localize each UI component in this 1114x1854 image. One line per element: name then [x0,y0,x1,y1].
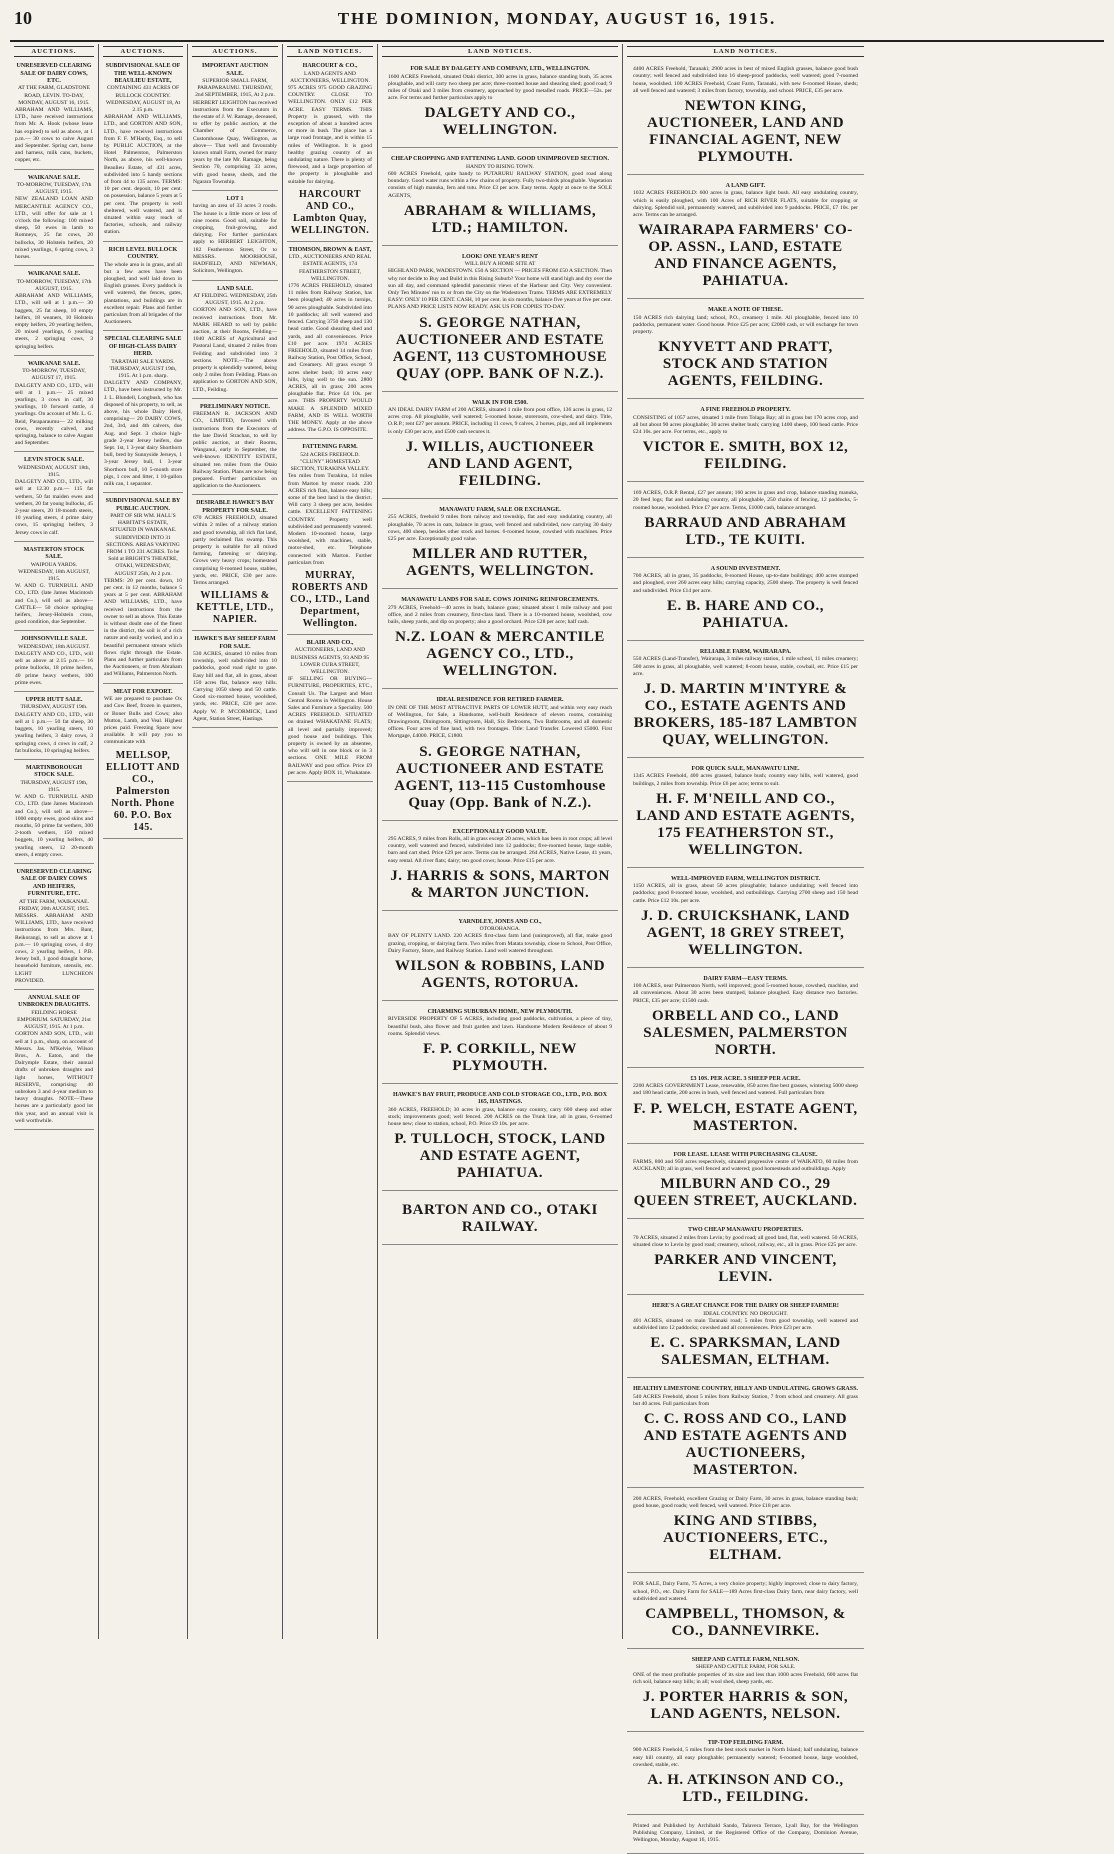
ad-agent-name: C. C. ROSS AND CO., LAND AND ESTATE AGENTS AND AUCTIONEERS, MASTERTON. [643,1411,848,1479]
ad-body: HIGHLAND PARK, WADESTOWN. £50 A SECTION — PRICES FROM £50 A SECTION. Then why not decide to Buy and Build in this Rising Suburb? Your home will stand high and dry over the sun all day, and command splendid panoramic views of the Harbour and City. Very convenient. Only Ten Minutes' run to or from the City on the Wadestown Trams. TERMS ARE EXTREMELY EASY: ONLY 10 PER CENT. CASH, 10 per cent. in six months, balance five years at five per cent. PLANS AND PRICE LISTS NOW READY. ASK US FOR COPIES TO-DAY. [388,268,612,311]
ad-title: FOR LEASE. LEASE WITH PURCHASING CLAUSE. [673,1151,818,1158]
advertisement [627,177,864,299]
ad-body: GORTON AND SON, LTD., will sell at 1 p.m., sharp, on account of Messrs. Jas. M'Kelvie, Wilson Bros., A. Eaton, and the Dalrymple Estate, their annual drafts of unbroken draughts and light horses, WITHOUT RESERVE, comprising: 40 unbroken 3 and 4-year medium to heavy draughts. NOTE—These horses are a particularly good lot this year, and an annual visit is well worthwhile. [15,1031,93,1124]
advertisement [627,643,864,758]
ad-subtitle: AT THE FARM, WAIKANAE. FRIDAY, 20th AUGUST, 1915. [18,898,90,912]
advertisement [192,401,278,496]
ad-body: ONE of the most profitable properties of its size and less than 1000 acres Freehold, 600 acres flat rich soil, balance easy hills; in all; wool shed, sheep yards, etc. [633,1671,858,1685]
ad-agent-name: WILLIAMS & KETTLE, LTD., NAPIER. [196,590,274,626]
ad-title: CHEAP CROPPING AND FATTENING LAND. GOOD UNIMPROVED SECTION. [391,156,609,163]
advertisement [627,1490,864,1573]
ad-body: 540 ACRES Freehold, about 5 miles from Railway Station, 7 from school and creamery. All grass but 40 acres. Full particulars from [633,1393,858,1407]
advertisement [382,1003,618,1084]
ad-body: 150 ACRES rich dairying land; school, P.O., creamery 1 mile. All ploughable, fenced into 10 paddocks, permanent water. Good house. Price £25 per acre; £2000 cash, or will exchange for town property. [633,314,858,336]
ad-subtitle: OTOROHANGA. [479,926,521,933]
advertisement [382,394,618,499]
ad-body: WE are prepared to purchase Ox and Cow Beef, frozen in quarters, or Boner Bulls and Cows; also Mutton, Lamb, and Veal. Highest prices paid. Freezing Space now available. It will pay you to communicate with [104,696,182,746]
ad-title: FOR QUICK SALE, MANAWATU LINE. [691,765,800,772]
ad-subtitle: HANDY TO RISING TOWN. [465,163,535,170]
ad-body: 975 ACRES 975 GOOD GRAZING COUNTRY. CLOSE TO WELLINGTON. ONLY £12 PER ACRE. EASY TERMS. THIS Property is grassed, with the exception of about a hundred acres or more in bush. The place has a large road frontage, and is within 15 miles of Wellington. It is good healthy grazing country of an undulating nature. There is plenty of firewood, and a large proportion of the property is ploughable and suitable for dairying. [288,85,372,185]
advertisement [627,1734,864,1815]
ad-body: W. AND G. TURNBULL AND CO., LTD. (late James Macintosh and Co.), will sell as above— CATTLE— 50 choice springing heifers, Jersey-Holstein cross, good condition, due September. [15,583,93,626]
ad-title: UNRESERVED CLEARING SALE OF DAIRY COWS AND HEIFERS, FURNITURE, ETC. [16,868,92,898]
advertisement [14,992,94,1130]
columns [10,44,1104,1844]
ad-body: TERMS: 20 per cent. down, 10 per cent. in 12 months, balance 5 years at 5 per cent. ABRAHAM AND WILLIAMS, LTD., have received instructions from the owner to sell as above. This Estate is without doubt one of the finest in the district, the soil is of a rich nature and easily worked, and in a beautiful permanent stream which flows right through the Estate. Plans and further particulars from the Auctioneers, or from Abraham and Williams, Palmerston North. [104,577,182,678]
ad-title: HAWKE'S BAY SHEEP FARM FOR SALE. [194,636,276,650]
ad-title: MARTINBOROUGH STOCK SALE. [25,764,83,779]
advertisement [627,1070,864,1144]
ad-title: FOR SALE BY DALGETY AND COMPANY, LTD., WELLINGTON. [410,66,590,73]
ad-agent-name: J. D. CRUICKSHANK, LAND AGENT, 18 GREY STREET, WELLINGTON. [640,907,850,958]
ad-subtitle: TARATAHI SALE YARDS. THURSDAY, AUGUST 19th, 1915. At 1 p.m. sharp. [109,358,177,379]
ad-title: MAKE A NOTE OF THESE. [708,307,783,314]
advertisement [382,501,618,589]
advertisement [627,970,864,1068]
ad-title: TWO CHEAP MANAWATU PROPERTIES. [687,1227,804,1234]
advertisement [103,244,183,332]
ad-body: 2200 ACRES GOVERNMENT Lease, renewable, 850 acres fine best grasses, wintering 5000 sheep and 180 head cattle, 200 acres in bush, well fenced and watered. Full particulars from [633,1083,858,1097]
ad-title: PRELIMINARY NOTICE. [200,403,270,410]
ad-body: DALGETY AND CO., LTD., will sell as above at 2.15 p.m.— 16 prime bullocks, 18 prime heifers, 40 prime heavy wethers, 100 prime ewes. [15,651,93,686]
ad-subtitle: IDEAL COUNTRY. NO DROUGHT. [703,1310,788,1317]
ad-agent-name: PARKER AND VINCENT, LEVIN. [654,1252,837,1286]
advertisement [382,1086,618,1191]
ad-agent-name: BARTON AND CO., OTAKI RAILWAY. [402,1202,598,1236]
ad-agent-name: S. GEORGE NATHAN, AUCTIONEER AND ESTATE AGENT, 113 CUSTOMHOUSE QUAY (OPP. BANK OF N.Z.). [392,314,608,382]
ad-agent-name: E. C. SPARKSMAN, LAND SALESMAN, ELTHAM. [650,1335,841,1369]
ad-title: A SOUND INVESTMENT. [710,565,781,572]
advertisement [103,60,183,241]
column-6 [623,44,868,1844]
ad-body: 100 ACRES, near Palmerston North, well improved; good 5-roomed house, cowshed, machine, and all conveniences. About 30 acres been stumped, balance ploughed. Easy distance two factories. PRICE, £35 per acre; £1500 cash. [633,983,858,1004]
ad-subtitle: PART OF SIR WM. HALL'S HABITAT'S ESTATE, SITUATED IN WAIKANAE. SUBDIVIDED INTO 31 SECTIONS. AREAS VARYING FROM 1 TO 231 ACRES. To be Sold at BRIGHT'S THEATRE, OTAKI, WEDNESDAY, AUGUST 25th, At 2 p.m. [106,513,180,577]
ad-title: MEAT FOR EXPORT. [113,688,173,695]
ad-body: 600 ACRES Freehold, quite handy to PUTARURU RAILWAY STATION, good road along boundary. Good water runs within a few chains of property. Fully two-thirds ploughable. Vegetation consists of high manuka, fern and tutu. Price £3 per acre. Easy terms. Apply at once to the SOLE AGENTS, [388,171,612,199]
ad-title: YARNDLEY, JONES AND CO., [458,918,542,925]
advertisement [382,1193,618,1245]
ad-title: MASTERTON STOCK SALE. [23,546,85,561]
advertisement [192,497,278,631]
ad-body: 530 ACRES, situated 10 miles from township, well subdivided into 10 paddocks, good road right to gate. Easy hill and flat, all in grass, about 150 acres flat, balance easy hills. Carrying 1050 sheep and 50 cattle. Good six-roomed house, woolshed, yards, etc. PRICE, £20 per acre. Apply W. P. M'CORMICK, Land Agent, Station Street, Hastings. [193,651,277,722]
ad-body: AN IDEAL DAIRY FARM of 200 ACRES, situated 1 mile from post office, 136 acres in grass, 12 acres crop. All ploughable, well watered; 5-roomed house, storeroom, cow-shed, and dairy. Title, O.R.P.; rent £27 per annum. PRICE, including 11 cows, 9 calves, 2 horses, pigs, and all implements is only £30 per acre, and £500 cash secures it. [388,407,612,435]
advertisement [627,1297,864,1378]
ad-agent-name: ABRAHAM & WILLIAMS, LTD.; HAMILTON. [403,202,597,236]
ad-subtitle: 524 ACRES FREEHOLD. "CLUNY" HOMESTEAD SECTION, TURAKINA VALLEY. [290,451,370,473]
ad-body: 1600 ACRES Freehold, situated Otaki district, 300 acres in grass, balance standing bush, 35 acres ploughable, and will carry two sheep per acre; three-roomed house and shearing shed; good road; 9 miles of Otaki and 3 miles from creamery, approached by good metalled roads. PRICE—52s. per acre. For terms and further particulars apply to [388,73,612,102]
ad-agent-name: J. D. MARTIN M'INTYRE & CO., ESTATE AGENTS AND BROKERS, 185-187 LAMBTON QUAY, WELLINGTON. [633,680,858,748]
ad-body: FARMS, 800 and 950 acres respectively, situated progressive centre of WAIKATO, 60 miles from AUCKLAND; all in grass, well fenced and watered; good homesteads and outbuildings. Apply [633,1158,858,1173]
ad-agent-name: N.Z. LOAN & MERCANTILE AGENCY CO., LTD., WELLINGTON. [395,629,605,680]
ad-body: 4400 ACRES Freehold, Taranaki; 2900 acres in best of mixed English grasses, balance good bush country; well fenced and subdivided into 16 sheep-proof paddocks, well watered; good 7-roomed house, woolshed. 100 ACRES Freehold, Coast Farm, Taranaki, with new 6-roomed House, sheds; all well fenced and watered; 3 miles from factory, township, and school. PRICE, £35 per acre. [633,66,858,94]
ad-subtitle: TO-MORROW, TUESDAY, 17th AUGUST, 1915. [16,278,92,292]
ad-subtitle: THURSDAY, AUGUST 19th, 1915. [20,779,88,793]
ad-agent-name: HARCOURT AND CO., Lambton Quay, WELLINGTON. [290,188,370,236]
ad-title: SUBDIVISIONAL SALE OF THE WELL-KNOWN BEAULIEU ESTATE, [105,63,181,85]
column-1 [10,44,99,1639]
ad-agent-name: KING AND STIBBS, AUCTIONEERS, ETC., ELTHAM. [663,1513,828,1564]
ad-subtitle: AT FEILDING. WEDNESDAY, 25th AUGUST, 1915. At 2 p.m. [193,292,277,307]
advertisement [103,333,183,493]
advertisement [287,60,373,242]
ad-body: FREEMAN R. JACKSON AND CO., LIMITED, favoured with instructions from the Executors of the late David Strachan, to sell by public auction, at their Rooms, Wanganui, early in September, the well-known IDENTITY ESTATE, situated ten miles from the Otaio Railway Station. Plans are now being prepared. Further particulars on application to the Auctioneers. [193,411,277,490]
advertisement [382,913,618,1001]
advertisement [627,1817,864,1854]
ad-body: 1776 ACRES FREEHOLD, situated 11 miles from Railway Station, has been ploughed; 40 acres in turnips, 90 acres ploughable. Subdivided into 10 paddocks; all well watered and fenced. Carrying 3750 sheep and 130 head cattle. Good shearing shed and yards, and all conveniences. Price £10 per acre. 1974 ACRES FREEHOLD, situated 14 miles from Railway Station, Post Office, School, and Creamery. All grass except 9 acres shelter bush; 10 acres easy hills, lying well to the sun. 2800 ACRES, all in grass; 200 acres ploughable flat. Price £4 10s. per acre. THIS PROPERTY WOULD MAKE A SPLENDID MIXED FARM, AND IS WELL WORTH THE MONEY. Apply at the above address. The G.P.O. IS OPPOSITE. [288,283,372,434]
masthead [10,6,1104,42]
ad-agent-name: BARRAUD AND ABRAHAM LTD., TE KUITI. [644,514,847,548]
ad-title: FATTENING FARM. [302,444,358,451]
advertisement [14,358,94,453]
advertisement [627,1221,864,1295]
ad-title: HEALTHY LIMESTONE COUNTRY, HILLY AND UNDULATING. GROWS GRASS. [633,1386,858,1393]
ad-title: HAWKE'S BAY FRUIT, PRODUCE AND COLD STORAGE CO., LTD., P.O. BOX 165, HASTINGS. [392,1092,608,1106]
ad-body: NEW ZEALAND LOAN AND MERCANTILE AGENCY CO., LTD., will offer for sale at 1 o'clock the following: 100 mixed sheep, 50 ewes in lamb to Romneys, 25 fat cows, 20 bullocks, 30 Holstein heifers, 20 mixed yearlings, 6 spring cows, 3 horses. [15,196,93,261]
ad-agent-name: CAMPBELL, THOMSON, & CO., DANNEVIRKE. [645,1606,846,1640]
ad-agent-name: WILSON & ROBBINS, LAND AGENTS, ROTORUA. [394,957,606,991]
ad-agent-name: MURRAY, ROBERTS AND CO., LTD., Land Department, Wellington. [290,570,370,629]
ad-subtitle: FEILDING HORSE EMPORIUM. SATURDAY, 21st AUGUST, 1915. At 1 p.m. [17,1009,91,1031]
ad-subtitle: SHEEP AND CATTLE FARM, FOR SALE. [695,1664,796,1671]
ad-title: RICH LEVEL BULLOCK COUNTRY. [108,246,178,261]
column-3 [188,44,283,1639]
ad-title: CHARMING SUBURBAN HOME, NEW PLYMOUTH. [427,1008,573,1015]
ad-body: 670 ACRES FREEHOLD, situated within 2 miles of a railway station and good township, all rich flat land, partly reclaimed flax swamp. This property is suitable for all mixed farming, fattening or dairying. Grows very heavy crops; homestead comprising 8-roomed house, stables, yards, etc. PRICE, £30 per acre. Terms arranged. [193,515,277,587]
ad-subtitle: WEDNESDAY, AUGUST 18th, 1915. [17,464,90,478]
ad-title: ANNUAL SALE OF UNBROKEN DRAUGHTS. [18,995,90,1009]
ad-title: A FINE FREEHOLD PROPERTY. [700,407,791,414]
column-5 [378,44,623,1639]
advertisement [627,1575,864,1649]
advertisement [382,591,618,689]
advertisement [103,495,183,683]
advertisement [382,248,618,392]
ad-agent-name: E. B. HARE AND CO., PAHIATUA. [666,597,825,631]
ad-subtitle: TO-MORROW, TUESDAY, AUGUST 17, 1915. [22,368,86,382]
ad-body: HERBERT LEIGHTON has received instructions from the Executors in the estate of J. W. Ramage, deceased, to offer by public auction, at the Chamber of Commerce, Customhouse Quay, Wellington, as above— That well and favourably known small Farm, owned for many years by the late Mr. Ramage, being Section 70, comprising 33 acres, with good house, sheds, and the Ngarara Township. [193,99,277,185]
ad-body: IF SELLING OR BUYING— FURNITURE, PROPERTIES, ETC., Consult Us. The Largest and Most Central Rooms in Wellington. House Sales and Furniture a Speciality. 500 ACRES FREEHOLD. SITUATED on drained WHAKATANE FLATS; all level and partially improved; good house and buildings. This property is owned by an absentee, who will sell in one block or in 3 sections. ONE MILE FROM RAILWAY and post office. Price £9 per acre. Apply BOX 11, Whakatane. [288,676,372,776]
ad-title: MANAWATU FARM, SALE OR EXCHANGE. [439,506,561,513]
ad-body: 70 ACRES, situated 2 miles from Levin; by good road; all good land, flat, well watered. 50 ACRES, situated close to Levin by good road; creamery, school, railway, etc., all in grass. Price £25 per acre. [633,1234,858,1248]
advertisement [627,870,864,968]
ad-title: DAIRY FARM—EASY TERMS. [703,975,788,982]
ad-agent-name: J. WILLIS, AUCTIONEER AND LAND AGENT, FEILDING. [405,438,595,489]
ad-title: HARCOURT & CO., [302,63,358,70]
ad-body: ABRAHAM AND WILLIAMS, LTD., will sell at 1 p.m.— 30 baggets, 25 fat sheep, 10 empty heifers, 18 weaners, 10 Holstein empty heifers, 20 yearling heifers, 20 mixed yearlings, 6 yearling steers, 2 springing cows, 3 springing heifers. [15,293,93,350]
advertisement [14,268,94,355]
ad-title: SUBDIVISIONAL SALE BY PUBLIC AUCTION. [105,498,181,512]
ad-body: 700 ACRES, all in grass, 35 paddocks, 8-roomed House, up-to-date buildings; 400 acres stumped and ploughed, over 260 acres easy hills; carrying capacity, 2500 sheep. The property is well fenced and subdivided. Price £14 per acre. [633,573,858,594]
ad-title: LOT 1 [226,196,244,203]
ad-title: TIP-TOP FEILDING FARM. [707,1740,784,1747]
ad-title: WAIKANAE SALE. [27,360,81,367]
ad-title: THOMSON, BROWN & EAST, [288,246,372,253]
ad-subtitle: LTD., AUCTIONEERS AND REAL ESTATE AGENTS, 174 FEATHERSTON STREET, WELLINGTON. [288,254,372,282]
ad-body: 200 ACRES, Freehold, excellent Grazing or Dairy Farm, 30 acres in grass, balance standing bush; good house, good roads; well fenced, well watered. Price £18 per acre. [633,1496,858,1510]
ad-body: 1150 ACRES, all in grass, about 50 acres ploughable; balance undulating; well fenced into paddocks; good 8-roomed house, woolshed, and outbuildings. Carrying 2700 sheep and 150 head cattle. Price £12 10s. per acre. [633,883,858,904]
advertisement [287,637,373,782]
advertisement [14,60,94,169]
ad-body: ABRAHAM AND WILLIAMS, LTD., and GORTON AND SON, LTD., have received instructions from F. F. M'Hardy, Esq., to sell by PUBLIC AUCTION, at the Hotel Palmerston, Palmerston North, as above, his well-known Beaulieu Estate, of 431 acres, subdivided into 5 handy sections of from 44 to 135 acres. TERMS: 10 per cent. deposit, 10 per cent. on possession, balance 5 years at 5 per cent. The property is well sheltered, well watered, and is situated within easy reach of factories, schools, and railway station. [104,114,182,236]
ad-body: 900 ACRES Freehold, 5 miles from the best stock market in North Island; half undulating, balance easy hill country, all easy ploughable; permanently watered; 6-roomed house, large woolshed, cowshed, stable, etc. [633,1747,858,1768]
advertisement [627,484,864,558]
advertisement [14,454,94,541]
advertisement [627,1380,864,1488]
ad-title: EXCEPTIONALLY GOOD VALUE. [452,828,548,835]
ad-body: 1345 ACRES Freehold, 400 acres grassed, balance bush; country easy hills, well watered, good buildings, 2 miles from township. Price £6 per acre; terms to suit. [633,773,858,787]
ad-agent-name: F. P. CORKILL, NEW PLYMOUTH. [423,1041,577,1074]
advertisement [627,1146,864,1220]
advertisement [382,691,618,820]
ad-body: DALGETY AND CO., LTD., will sell at 1 p.m.— 25 mixed yearlings, 3 cows in calf, 30 yearlings, 10 forward cattle, 4 yearlings. On account of Mr. L. G. Reid, Paraparaumu— 22 milking cows, recently calved, and springing, balance to calve August and September. [15,382,93,447]
ad-title: WAIKANAE SALE. [27,174,81,181]
newspaper-title: THE DOMINION, MONDAY, AUGUST 16, 1915. [337,9,777,28]
ad-body: GORTON AND SON, LTD., have received instructions from Mr. MARK HEARD to sell by public auction, at their Rooms, Feilding— 1040 ACRES of Agricultural and Pastoral Land, situated 2 miles from Feilding and subdivided into 3 sections. NOTE.—The above property is splendidly watered, being only 2 miles from Feilding. Plans on application to GORTON AND SON, LTD., Feilding. [193,307,277,393]
ad-title: IDEAL RESIDENCE FOR RETIRED FARMER. [436,697,564,704]
ad-agent-name: MELLSOP, ELLIOTT AND CO., Palmerston North. Phone 60. P.O. Box 145. [106,749,180,833]
ad-title: UNRESERVED CLEARING SALE OF DAIRY COWS, ETC. [16,63,92,85]
ad-subtitle: WEDNESDAY, 18th AUGUST. [18,643,90,650]
ad-body: 401 ACRES, situated on main Taranaki road; 5 miles from good township, well watered and subdivided into 12 paddocks; cowshed and all conveniences. Price £23 per acre. [633,1317,858,1331]
ad-subtitle: WILL BUY A HOME SITE AT [464,261,536,268]
ad-subtitle: TO-MORROW, TUESDAY, 17th AUGUST, 1915. [16,182,92,196]
column-4 [283,44,378,1639]
ad-body: 169 ACRES, O.R.P. Rental, £27 per annum; 160 acres in grass and crop, balance standing manuka, 20 feed logs; flat and undulating country, all ploughable, 250 chains of fencing, 12 paddocks, 5-roomed house, woolshed. Price £7 per acre. Terms, £1000 cash, balance arranged. [633,490,858,511]
ad-agent-name: P. TULLOCH, STOCK, LAND AND ESTATE AGENT, PAHIATUA. [394,1131,606,1182]
ad-subtitle: AT THE FARM, GLADSTONE ROAD, LEVIN. TO-DAY, MONDAY, AUGUST 16, 1915. [18,85,90,106]
ad-subtitle: AUCTIONEERS, LAND AND BUSINESS AGENTS, 93 AND 95 LOWER CUBA STREET, WELLINGTON. [290,647,370,676]
advertisement [192,633,278,728]
ad-agent-name: NEWTON KING, AUCTIONEER, LAND AND FINANCIAL AGENT, NEW PLYMOUTH. [646,98,845,166]
column-header: AUCTIONS. [192,46,278,57]
advertisement [192,283,278,399]
ad-agent-name: MILBURN AND CO., 29 QUEEN STREET, AUCKLAND. [633,1176,858,1210]
advertisement [627,560,864,641]
ad-title: WALK IN FOR £500. [472,399,528,406]
ad-body: ABRAHAM AND WILLIAMS, LTD., have received instructions from Mr. A. Hook (whose lease has expired) to sell as above, at 1 p.m.— 30 cows to calve August and September. Spring cart, horse and harness, milk cans, buckets, copper, etc. [15,107,93,164]
ad-body: 1032 ACRES FREEHOLD: 600 acres in grass, balance light bush. All easy undulating country, which is easily ploughed, with 100 Acres of RICH RIVER FLATS, suitable for cropping or dairying. Splendid soil, permanently watered, and subdivided into 9 paddocks. PRICE, £7 10s. per acre. Terms can be arranged. [633,190,858,219]
ad-body: MESSRS. ABRAHAM AND WILLIAMS, LTD., have received instructions from Mrs. Bant, Reikorangi, to sell as above at 1 p.m.— 10 springing cows, 4 dry cows, 2 yearling heifers, 1 P.B. Jersey bull, 1 good draught horse, household furniture, utensils, etc. LIGHT LUNCHEON PROVIDED. [15,912,93,984]
advertisement [14,762,94,864]
advertisement [14,866,94,990]
column-header: LAND NOTICES. [287,46,373,57]
advertisement [382,60,618,148]
column-2 [99,44,188,1639]
column-header: LAND NOTICES. [382,46,618,57]
ad-body: FOR SALE, Dairy Farm, 75 Acres, a very choice property; highly improved; close to dairy factory, school, P.O., etc. Dairy Farm for SALE—189 Acres first-class Dairy farm, near dairy factory, well subdivided and watered. [633,1581,858,1602]
ad-title: UPPER HUTT SALE. [25,697,83,704]
column-header: LAND NOTICES. [627,46,864,57]
ad-agent-name: J. HARRIS & SONS, MARTON & MARTON JUNCTION. [390,867,610,901]
advertisement [14,544,94,632]
ad-body: 295 ACRES, 9 miles from Rolls, all in grass except 20 acres, which has been in root crops; all level country, well watered and fenced, subdivided into 12 paddocks; five-roomed house, large stable, barn and cart shed. Price £29 per acre. Terms can be arranged. 264 ACRES, Native Lease, 41 years, easy rental. All river flats; dairy; ten good cows; house. Price £15 per acre. [388,835,612,864]
advertisement [627,760,864,868]
advertisement [627,401,864,482]
page-number: 10 [14,8,32,28]
ad-subtitle: SUPERIOR SMALL FARM, PARAPARAUMU. THURSDAY, 2nd SEPTEMBER, 1915, At 2 p.m. [195,78,275,99]
ad-body: DALGETY AND CO., LTD., will sell at 12.30 p.m.— 115 fat wethers, 50 fat maiden ewes and wethers, 20 fat young bullocks, 45 2-year steers, 20 18-month steers, 10 yearling steers, 4 prime dairy cows, 15 springing heifers, 3 Jersey cows in calf. [15,479,93,536]
ad-title: A LAND GIFT. [725,183,766,190]
ad-title: LOOK! ONE YEAR'S RENT [462,253,538,260]
ad-agent-name: A. H. ATKINSON AND CO., LTD., FEILDING. [647,1772,844,1806]
ad-body: The whole area is in grass, and all but a few acres have been ploughed, and well laid down in English grasses. Every paddock is well watered, the fences, gates, plantations, and buildings are in excellent repair. Plans and further particulars from all brigades of the Auctioneers. [104,261,182,326]
ad-agent-name: KNYVETT AND PRATT, STOCK AND STATION AGENTS, FEILDING. [658,339,833,390]
advertisement [382,823,618,911]
ad-body: RIVERSIDE PROPERTY OF 5 ACRES, including good paddocks, cultivation, a piece of tiny, beautiful bush, also flower and fruit garden and lawn. Handsome Modern Residence of about 9 rooms. Splendid views. [388,1016,612,1037]
ad-body: 360 ACRES, FREEHOLD; 30 acres in grass, balance easy country, carry 600 sheep and other stock; improvements good; well fenced. 200 ACRES on the Trunk line, all in grass, 6-roomed house new; close to station, school, P.O. Price £9 10s. per acre. [388,1106,612,1128]
ad-title: SHEEP AND CATTLE FARM, NELSON. [691,1657,800,1664]
ad-agent-name: DALGETY AND CO., WELLINGTON. [424,105,576,139]
ad-agent-name: VICTOR E. SMITH, BOX 12, FEILDING. [642,439,849,473]
ad-body: IN ONE OF THE MOST ATTRACTIVE PARTS OF LOWER HUTT, and within very easy reach of Wellington, for Sale, a Handsome, well-built Residence of eleven rooms, containing Drawingroom, Diningroom, Sittingroom, Hall, Six Bedrooms, Two Bathrooms, and all domestic offices. Four acres of fine land, with two frontages. Title: Land Transfer. Lowered £5000. First Mortgage, £4000. PRICE, £1800. [388,704,612,740]
ad-agent-name: MILLER AND RUTTER, AGENTS, WELLINGTON. [406,546,594,580]
ad-body: 255 ACRES, freehold 9 miles from railway and township, flat and easy undulating country, all ploughable, 70 acres in oats, balance in grass, well fenced and subdivided, now carrying 30 dairy cows, 400 sheep, besides other stock and horses. 6-roomed house, cowshed with machines. Price £25 per acre. Exceptionally good value. [388,514,612,542]
ad-title: RELIABLE FARM, WAIRARAPA. [699,648,792,655]
column-header: AUCTIONS. [14,46,94,57]
ad-title: MANAWATU LANDS FOR SALE. COWS JOINING REINFORCEMENTS. [401,597,599,604]
ad-title: WELL-IMPROVED FARM, WELLINGTON DISTRICT. [670,875,821,882]
advertisement [192,193,278,280]
ad-body: 550 ACRES (Land-Transfer), Wairarapa, 3 miles railway station, 1 mile school, 11 miles creamery; 500 acres in grass, all ploughable, well watered; 8-room house, stable, cowbail, etc. Price £15 per acre. [633,656,858,677]
ad-body: Ten miles from Turakina, 14 miles from Marton by motor roads. 230 ACRES rich flats, balance easy hills; some of the best land in the district. Will carry 3 sheep per acre, besides cattle. EXCELLENT FATTENING COUNTRY. Property well subdivided and permanently watered. Modern 10-roomed house, large woolshed, with machines, stable, motor-shed, etc. Telephone connected with Marton. Further particulars from [288,473,372,566]
column-header: AUCTIONS. [103,46,183,57]
ad-agent-name: ORBELL AND CO., LAND SALESMEN, PALMERSTON NORTH. [643,1007,848,1058]
ad-agent-name: F. P. WELCH, ESTATE AGENT, MASTERTON. [633,1100,858,1134]
ad-subtitle: THURSDAY, AUGUST 19th. [20,704,88,711]
advertisement [627,1651,864,1732]
advertisement [192,60,278,191]
ad-body: W. AND G. TURNBULL AND CO., LTD. (late James Macintosh and Co.), will sell as above— 1000 empty ewes, good skins and mouths, 50 prime fat wethers, 300 2-tooth wethers, 150 mixed hoggets, 10 yearling heifers, 40 yearling steers, 12 20-month steers, 4 empty cows. [15,794,93,858]
advertisement [103,686,183,839]
ad-body: DALGETY AND CO., LTD., will sell at 1 p.m.— 50 fat sheep, 30 baggets, 10 yearling steers, 10 yearling heifers, 3 dairy cows, 3 springing cows, 4 cows in calf, 2 fat bullocks, 10 springing heifers. [15,711,93,754]
ad-title: BLAIR AND CO., [306,640,354,646]
ad-title: WAIKANAE SALE. [27,271,81,278]
ad-title: JOHNSONVILLE SALE. [20,636,88,643]
advertisement [287,244,373,439]
ad-title: IMPORTANT AUCTION SALE. [201,63,269,77]
ad-title: DESIRABLE HAWKE'S BAY PROPERTY FOR SALE. [196,500,274,514]
advertisement [14,694,94,760]
ad-agent-name: S. GEORGE NATHAN, AUCTIONEER AND ESTATE AGENT, 113-115 Customhouse Quay (Opp. Bank of N.Z.). [394,743,606,811]
ad-body: 279 ACRES, Freehold—40 acres in bush, balance grass; situated about 1 mile railway and post office, and 2 miles from creamery, first-class land. There is a 10-roomed house, woolshed, cow bails, sheep yards, and dip on property; also a good orchard. Price £28 per acre; half cash. [388,604,612,625]
ad-agent-name: H. F. M'NEILL AND CO., LAND AND ESTATE AGENTS, 175 FEATHERSTON ST., WELLINGTON. [636,790,855,858]
ad-subtitle: LAND AGENTS AND AUCTIONEERS, WELLINGTON. [290,70,370,84]
ad-body: having an area of 33 acres 3 roods. The house is a little more or less of nine rooms. Good soil, suitable for cropping, fruit-growing, and dairying. For further particulars apply to HERBERT LEIGHTON, 182 Featherston Street, Or to MESSRS. MOORHOUSE, HADFIELD, AND NEWMAN, Solicitors, Wellington. [193,203,277,275]
ad-subtitle: WAIPOUA YARDS. WEDNESDAY, 18th AUGUST, 1915. [18,561,90,583]
ad-body: DALGETY AND COMPANY, LTD., have been instructed by Mr. J. L. Blundell, Longbush, who has disposed of his property, to sell, as above, his whole Dairy Herd, comprising— 20 DAIRY COWS, 2nd, 3rd, and 4th calvers, due Aug. and Sept. 3 choice high-grade 2-year Jersey heifers, due Sept. 1st, 1 3-year dairy Shorthorn bull, bred by Sunnyside Jerseys, 1 3-year Jersey bull, 1 3-year Shorthorn bull, 10 5-month store pigs, 1 cow and litter, 1 10-gallon milk can, 1 separator. [104,380,182,487]
ad-body: BAY OF PLENTY LAND. 220 ACRES first-class farm land (unimproved), all flat, make good grazing, cropping, or dairying farm. Two miles from Matata township, close to School, Post Office, Dairy Factory, Store, and Railway Station. Land well watered throughout. [388,933,612,954]
ad-body: CONSISTING of 1057 acres, situated 1 mile from Tolaga Bay; all in grass but 170 acres crop, and all but about 90 acres ploughable; 30 acres shelter bush; carrying 1400 sheep, 100 head cattle. Price £24 10s. per acre. For terms, etc., apply to [633,414,858,436]
ad-title: LEVIN STOCK SALE. [23,457,85,464]
advertisement [287,441,373,635]
advertisement [14,172,94,267]
ad-title: HERE'S A GREAT CHANCE FOR THE DAIRY OR SHEEP FARMER! [652,1303,839,1310]
ad-agent-name: J. PORTER HARRIS & SON, LAND AGENTS, NELSON. [642,1689,849,1723]
advertisement [627,301,864,399]
ad-title: £3 10S. PER ACRE. 3 SHEEP PER ACRE. [690,1075,801,1082]
ad-title: SPECIAL CLEARING SALE OF HIGH-CLASS DAIRY HERD. [104,336,182,358]
ad-title: LAND SALE. [217,285,253,292]
advertisement [627,60,864,175]
ad-subtitle: CONTAINING 431 ACRES OF BULLOCK COUNTRY. WEDNESDAY, AUGUST 18, At 2.15 p.m. [105,85,181,114]
advertisement [14,633,94,692]
advertisement [382,150,618,245]
ad-body: Printed and Published by Archibald Sando, Talavera Terrace, Lyall Bay, for the Wellington Publishing Company, Limited, at the Registered Office of the Company, Dominion Avenue, Wellington, Monday, August 16, 1915. [633,1823,858,1844]
ad-agent-name: WAIRARAPA FARMERS' CO-OP. ASSN., LAND, ESTATE AND FINANCE AGENTS, PAHIATUA. [638,222,853,290]
